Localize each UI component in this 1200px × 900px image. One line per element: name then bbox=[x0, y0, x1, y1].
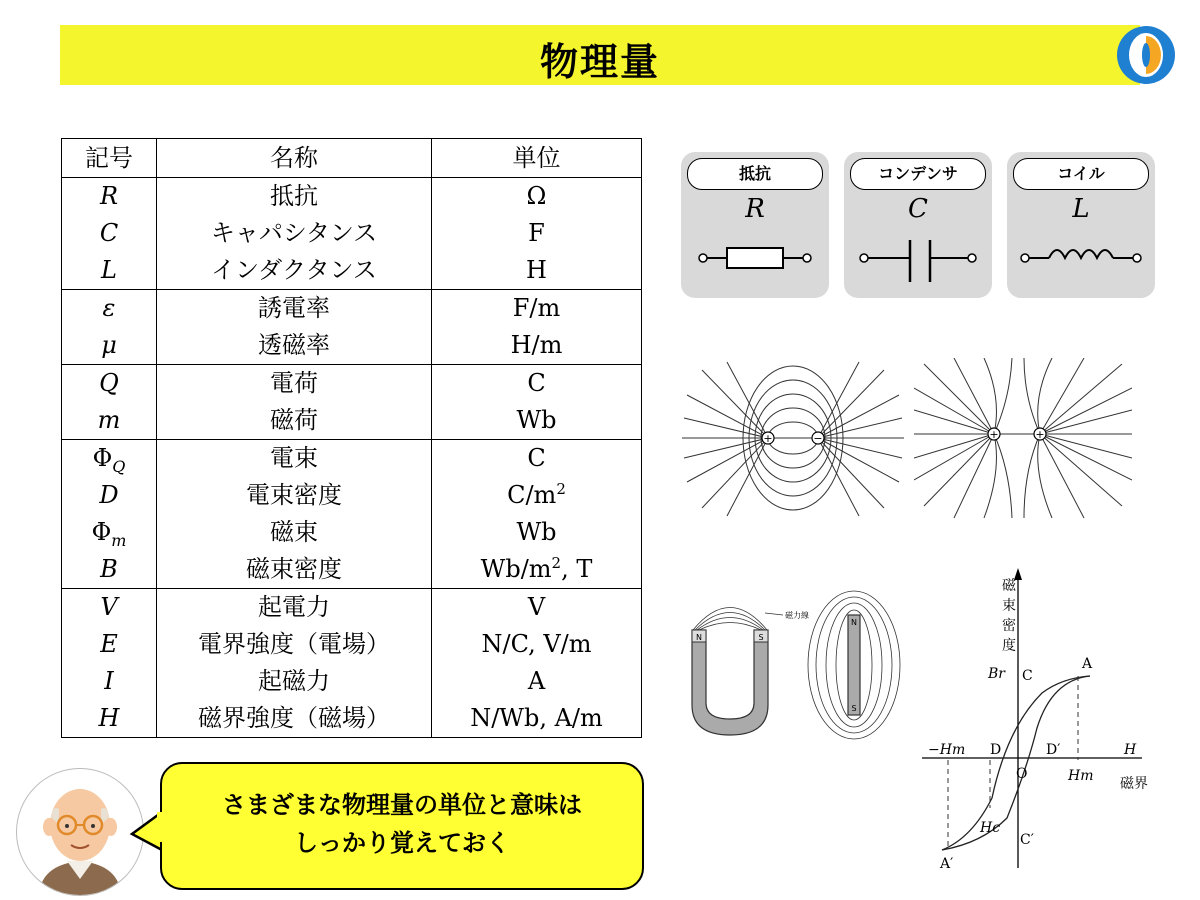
label-h: H bbox=[1124, 742, 1137, 758]
table-body bbox=[62, 178, 642, 738]
dipole-field-figure bbox=[682, 360, 904, 520]
unit-tail: , T bbox=[561, 555, 593, 583]
cell-unit bbox=[432, 514, 642, 551]
table-row bbox=[62, 589, 642, 627]
header-unit: 単位 bbox=[432, 139, 642, 178]
cell-name: 電束密度 bbox=[157, 477, 432, 514]
symbol-text: D bbox=[99, 481, 119, 509]
cell-symbol bbox=[62, 215, 157, 252]
table-row bbox=[62, 477, 642, 514]
symbol-text: H bbox=[98, 704, 120, 732]
cell-name: 電荷 bbox=[157, 365, 432, 403]
cell-unit bbox=[432, 626, 642, 663]
bar-magnet-s-pole: S bbox=[851, 704, 857, 713]
label-dp: D′ bbox=[1046, 742, 1061, 758]
label-o: O bbox=[1016, 766, 1028, 782]
cell-unit bbox=[432, 252, 642, 290]
resistor-symbol: R bbox=[745, 194, 765, 224]
symbol-text: I bbox=[104, 667, 114, 695]
hysteresis-y-label-2: 束 bbox=[1002, 598, 1016, 614]
table-row bbox=[62, 663, 642, 700]
symbol-text: m bbox=[97, 406, 121, 434]
capacitor-icon bbox=[844, 240, 992, 290]
cell-name: 磁荷 bbox=[157, 402, 432, 440]
unit-text: V bbox=[527, 593, 546, 621]
unit-text: C bbox=[527, 444, 546, 472]
cell-unit bbox=[432, 663, 642, 700]
symbol-text: ε bbox=[102, 294, 116, 322]
table-row bbox=[62, 327, 642, 365]
title-bar bbox=[60, 25, 1140, 85]
logo-icon bbox=[1115, 24, 1177, 86]
cell-unit bbox=[432, 402, 642, 440]
symbol-text: Φ bbox=[91, 518, 112, 546]
symbol-text: Φ bbox=[92, 444, 113, 472]
unit-text: N/C, V/m bbox=[481, 630, 592, 658]
cell-symbol bbox=[62, 663, 157, 700]
cell-unit bbox=[432, 589, 642, 627]
table-header-row bbox=[62, 139, 642, 178]
hysteresis-y-label-3: 密 bbox=[1002, 618, 1016, 634]
cell-symbol bbox=[62, 589, 157, 627]
u-magnet-s-pole: S bbox=[758, 633, 764, 642]
unit-text: F/m bbox=[512, 294, 561, 322]
capacitor-symbol: C bbox=[908, 194, 928, 224]
speech-bubble bbox=[160, 762, 644, 890]
cell-symbol bbox=[62, 514, 157, 551]
table-row bbox=[62, 402, 642, 440]
table-row bbox=[62, 365, 642, 403]
unit-text: N/Wb, A/m bbox=[470, 704, 603, 732]
charge-right-2: + bbox=[1035, 428, 1045, 441]
label-c: C bbox=[1022, 668, 1033, 684]
avatar bbox=[16, 768, 144, 896]
table-row bbox=[62, 551, 642, 589]
cell-name: キャパシタンス bbox=[157, 215, 432, 252]
cell-unit bbox=[432, 290, 642, 328]
unit-text: F bbox=[528, 219, 545, 247]
cell-name: 透磁率 bbox=[157, 327, 432, 365]
symbol-text: μ bbox=[101, 331, 117, 359]
capacitor-label: コンデンサ bbox=[850, 158, 986, 190]
cell-name: 磁界強度（磁場） bbox=[157, 700, 432, 738]
unit-text: H bbox=[526, 256, 547, 284]
inductor-icon bbox=[1007, 240, 1155, 280]
table-row bbox=[62, 626, 642, 663]
charge-left-2: − bbox=[813, 432, 823, 445]
table-row bbox=[62, 215, 642, 252]
magnet-field-figure bbox=[688, 585, 913, 755]
resistor-card bbox=[681, 152, 829, 298]
symbol-text: L bbox=[101, 256, 117, 284]
table-row bbox=[62, 700, 642, 738]
cell-symbol bbox=[62, 252, 157, 290]
cell-name: 起磁力 bbox=[157, 663, 432, 700]
resistor-label: 抵抗 bbox=[687, 158, 823, 190]
cell-symbol bbox=[62, 626, 157, 663]
symbol-text: Q bbox=[99, 369, 119, 397]
label-br: Br bbox=[988, 666, 1005, 682]
bar-magnet-n-pole: N bbox=[851, 618, 857, 627]
inductor-card bbox=[1007, 152, 1155, 298]
symbol-text: E bbox=[100, 630, 118, 658]
bubble-tail-cover bbox=[157, 812, 165, 842]
magnet-line-label: 磁力線 bbox=[785, 611, 809, 620]
label-a: A bbox=[1082, 656, 1093, 672]
table-row bbox=[62, 440, 642, 478]
label-cp: C′ bbox=[1020, 832, 1034, 848]
capacitor-card bbox=[844, 152, 992, 298]
cell-unit bbox=[432, 178, 642, 216]
header-name: 名称 bbox=[157, 139, 432, 178]
cell-unit bbox=[432, 551, 642, 589]
cell-symbol bbox=[62, 365, 157, 403]
symbol-subscript: Q bbox=[112, 456, 126, 476]
unit-text: A bbox=[527, 667, 546, 695]
symbol-subscript: m bbox=[111, 530, 127, 550]
speech-line-1: さまざまな物理量の単位と意味は bbox=[222, 791, 582, 819]
cell-unit bbox=[432, 327, 642, 365]
table-row bbox=[62, 252, 642, 290]
label-ap: A′ bbox=[940, 856, 954, 872]
table-row bbox=[62, 290, 642, 328]
cell-symbol bbox=[62, 178, 157, 216]
inductor-label: コイル bbox=[1013, 158, 1149, 190]
cell-name: 電界強度（電場） bbox=[157, 626, 432, 663]
cell-symbol bbox=[62, 700, 157, 738]
charge-right-1: + bbox=[989, 428, 999, 441]
cell-unit bbox=[432, 440, 642, 478]
quantity-table bbox=[61, 138, 642, 738]
charge-left-1: + bbox=[763, 432, 773, 445]
unit-text: C bbox=[527, 369, 546, 397]
unit-text: Wb bbox=[516, 518, 557, 546]
cell-symbol bbox=[62, 402, 157, 440]
cell-name: 磁束 bbox=[157, 514, 432, 551]
unit-text: Wb bbox=[516, 406, 557, 434]
cell-name: 起電力 bbox=[157, 589, 432, 627]
old-man-icon bbox=[17, 769, 143, 895]
u-magnet-n-pole: N bbox=[696, 633, 702, 642]
cell-name: 誘電率 bbox=[157, 290, 432, 328]
unit-text: H/m bbox=[510, 331, 563, 359]
cell-name: 抵抗 bbox=[157, 178, 432, 216]
cell-symbol bbox=[62, 440, 157, 478]
unit-text: Ω bbox=[526, 182, 547, 210]
symbol-text: B bbox=[100, 555, 118, 583]
label-hm: Hm bbox=[1068, 768, 1094, 784]
cell-unit bbox=[432, 365, 642, 403]
table-row bbox=[62, 514, 642, 551]
cell-symbol bbox=[62, 477, 157, 514]
hysteresis-y-label-4: 度 bbox=[1002, 638, 1016, 654]
table-row bbox=[62, 178, 642, 216]
unit-superscript: 2 bbox=[556, 480, 566, 498]
cell-name: インダクタンス bbox=[157, 252, 432, 290]
speech-line-2: しっかり覚えておく bbox=[294, 829, 510, 857]
resistor-icon bbox=[681, 240, 829, 280]
page-title: 物理量 bbox=[539, 40, 660, 84]
label-magnetic-field: 磁界 bbox=[1120, 776, 1148, 792]
cell-symbol bbox=[62, 290, 157, 328]
symbol-text: R bbox=[99, 182, 119, 210]
label-d: D bbox=[990, 742, 1002, 758]
hysteresis-y-label-1: 磁 bbox=[1002, 578, 1016, 594]
label-hc: Hc bbox=[980, 820, 1001, 836]
unit-text: C/m bbox=[507, 481, 557, 509]
cell-name: 電束 bbox=[157, 440, 432, 478]
label-neg-hm: −Hm bbox=[928, 742, 966, 758]
hysteresis-figure bbox=[912, 568, 1172, 878]
symbol-text: C bbox=[99, 219, 119, 247]
cell-unit bbox=[432, 215, 642, 252]
inductor-symbol: L bbox=[1072, 194, 1090, 224]
header-symbol: 記号 bbox=[62, 139, 157, 178]
like-charges-field-figure bbox=[914, 358, 1132, 520]
cell-symbol bbox=[62, 327, 157, 365]
cell-unit bbox=[432, 477, 642, 514]
cell-symbol bbox=[62, 551, 157, 589]
symbol-text: V bbox=[100, 593, 118, 621]
cell-name: 磁束密度 bbox=[157, 551, 432, 589]
unit-superscript: 2 bbox=[551, 554, 562, 572]
unit-text: Wb/m bbox=[480, 555, 552, 583]
cell-unit bbox=[432, 700, 642, 738]
